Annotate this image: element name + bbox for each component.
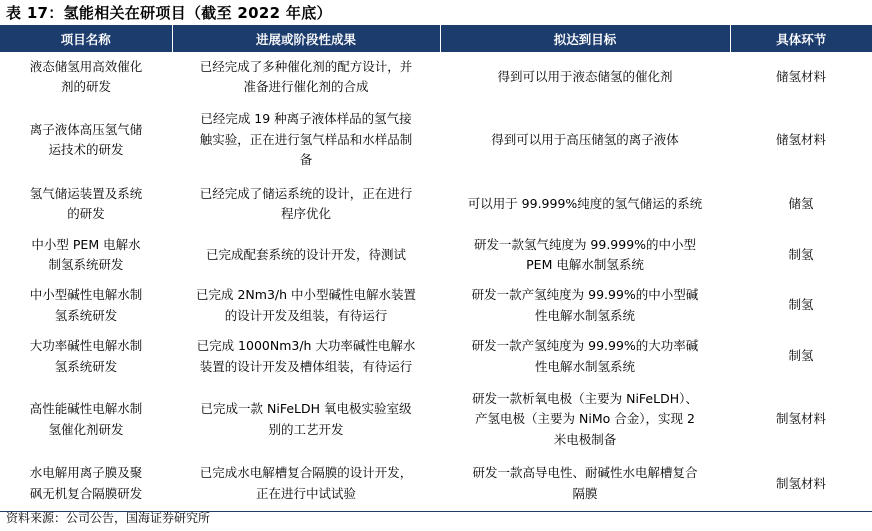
table-row <box>0 382 872 457</box>
table-row <box>0 178 872 230</box>
cell-progress: 已完成配套系统的设计开发，待测试 <box>172 230 440 280</box>
cell-progress: 已经完成了多种催化剂的配方设计，并 准备进行催化剂的合成 <box>199 58 413 94</box>
cell-stage: 储氢 <box>788 195 814 211</box>
cell-project-name: 大功率碱性电解水制 氢系统研发 <box>0 331 172 382</box>
header-stage: 具体环节 <box>730 25 872 52</box>
header-project-name: 项目名称 <box>0 25 172 52</box>
cell-goal: 研发一款氢气纯度为 99.999%的中小型 PEM 电解水制氢系统 <box>440 230 730 280</box>
cell-project-name: 液态储氢用高效催化 剂的研发 <box>29 58 143 94</box>
cell-stage: 制氢 <box>730 331 872 382</box>
table-header-row <box>0 25 872 52</box>
cell-progress: 已完成 2Nm3/h 中小型碱性电解水装置 的设计开发及组装，有待运行 <box>195 287 416 323</box>
cell-project-name: 离子液体高压氢气储 运技术的研发 <box>0 102 172 178</box>
table-title: 表 17：氢能相关在研项目（截至 2022 年底） <box>6 4 332 22</box>
cell-goal: 研发一款产氢纯度为 99.99%的中小型碱 性电解水制氢系统 <box>471 287 699 323</box>
cell-goal: 得到可以用于高压储氢的离子液体 <box>440 102 730 178</box>
cell-stage: 储氢材料 <box>730 102 872 178</box>
cell-goal: 研发一款析氧电极（主要为 NiFeLDH）、 产氢电极（主要为 NiMo 合金），实现 2 米电极制备 <box>472 390 698 447</box>
cell-progress: 已完成一款 NiFeLDH 氧电极实验室级 别的工艺开发 <box>200 401 412 437</box>
cell-project-name: 中小型碱性电解水制 氢系统研发 <box>29 287 143 323</box>
source-note: 资料来源：公司公告，国海证券研究所 <box>6 511 211 525</box>
cell-project-name: 氢气储运装置及系统 的研发 <box>29 185 143 221</box>
table-row <box>0 52 872 102</box>
table-row <box>0 457 872 511</box>
cell-goal: 可以用于 99.999%纯度的氢气储运的系统 <box>467 195 703 211</box>
cell-project-name: 中小型 PEM 电解水 制氢系统研发 <box>0 230 172 280</box>
cell-stage: 储氢材料 <box>775 68 826 84</box>
projects-table <box>0 25 872 512</box>
cell-goal: 研发一款高导电性、耐碱性水电解槽复合 隔膜 <box>440 457 730 511</box>
cell-goal: 研发一款产氢纯度为 99.99%的大功率碱 性电解水制氢系统 <box>440 331 730 382</box>
table-row <box>0 331 872 382</box>
cell-stage: 制氢材料 <box>775 411 826 427</box>
table-row <box>0 102 872 178</box>
table-row <box>0 280 872 331</box>
cell-progress: 已完成水电解槽复合隔膜的设计开发， 正在进行中试试验 <box>172 457 440 511</box>
header-progress: 进展或阶段性成果 <box>172 25 440 52</box>
cell-progress: 已完成 1000Nm3/h 大功率碱性电解水 装置的设计开发及槽体组装，有待运行 <box>172 331 440 382</box>
cell-stage: 制氢材料 <box>730 457 872 511</box>
table-row <box>0 230 872 280</box>
cell-goal: 得到可以用于液态储氢的催化剂 <box>497 68 673 84</box>
header-goal: 拟达到目标 <box>440 25 730 52</box>
cell-progress: 已经完成 19 种离子液体样品的氢气接 触实验，正在进行氢气样品和水样品制 备 <box>172 102 440 178</box>
cell-project-name: 水电解用离子膜及聚 砜无机复合隔膜研发 <box>0 457 172 511</box>
cell-stage: 制氢 <box>788 297 814 313</box>
cell-progress: 已经完成了储运系统的设计，正在进行 程序优化 <box>199 185 413 221</box>
cell-project-name: 高性能碱性电解水制 氢催化剂研发 <box>29 401 143 437</box>
cell-stage: 制氢 <box>730 230 872 280</box>
